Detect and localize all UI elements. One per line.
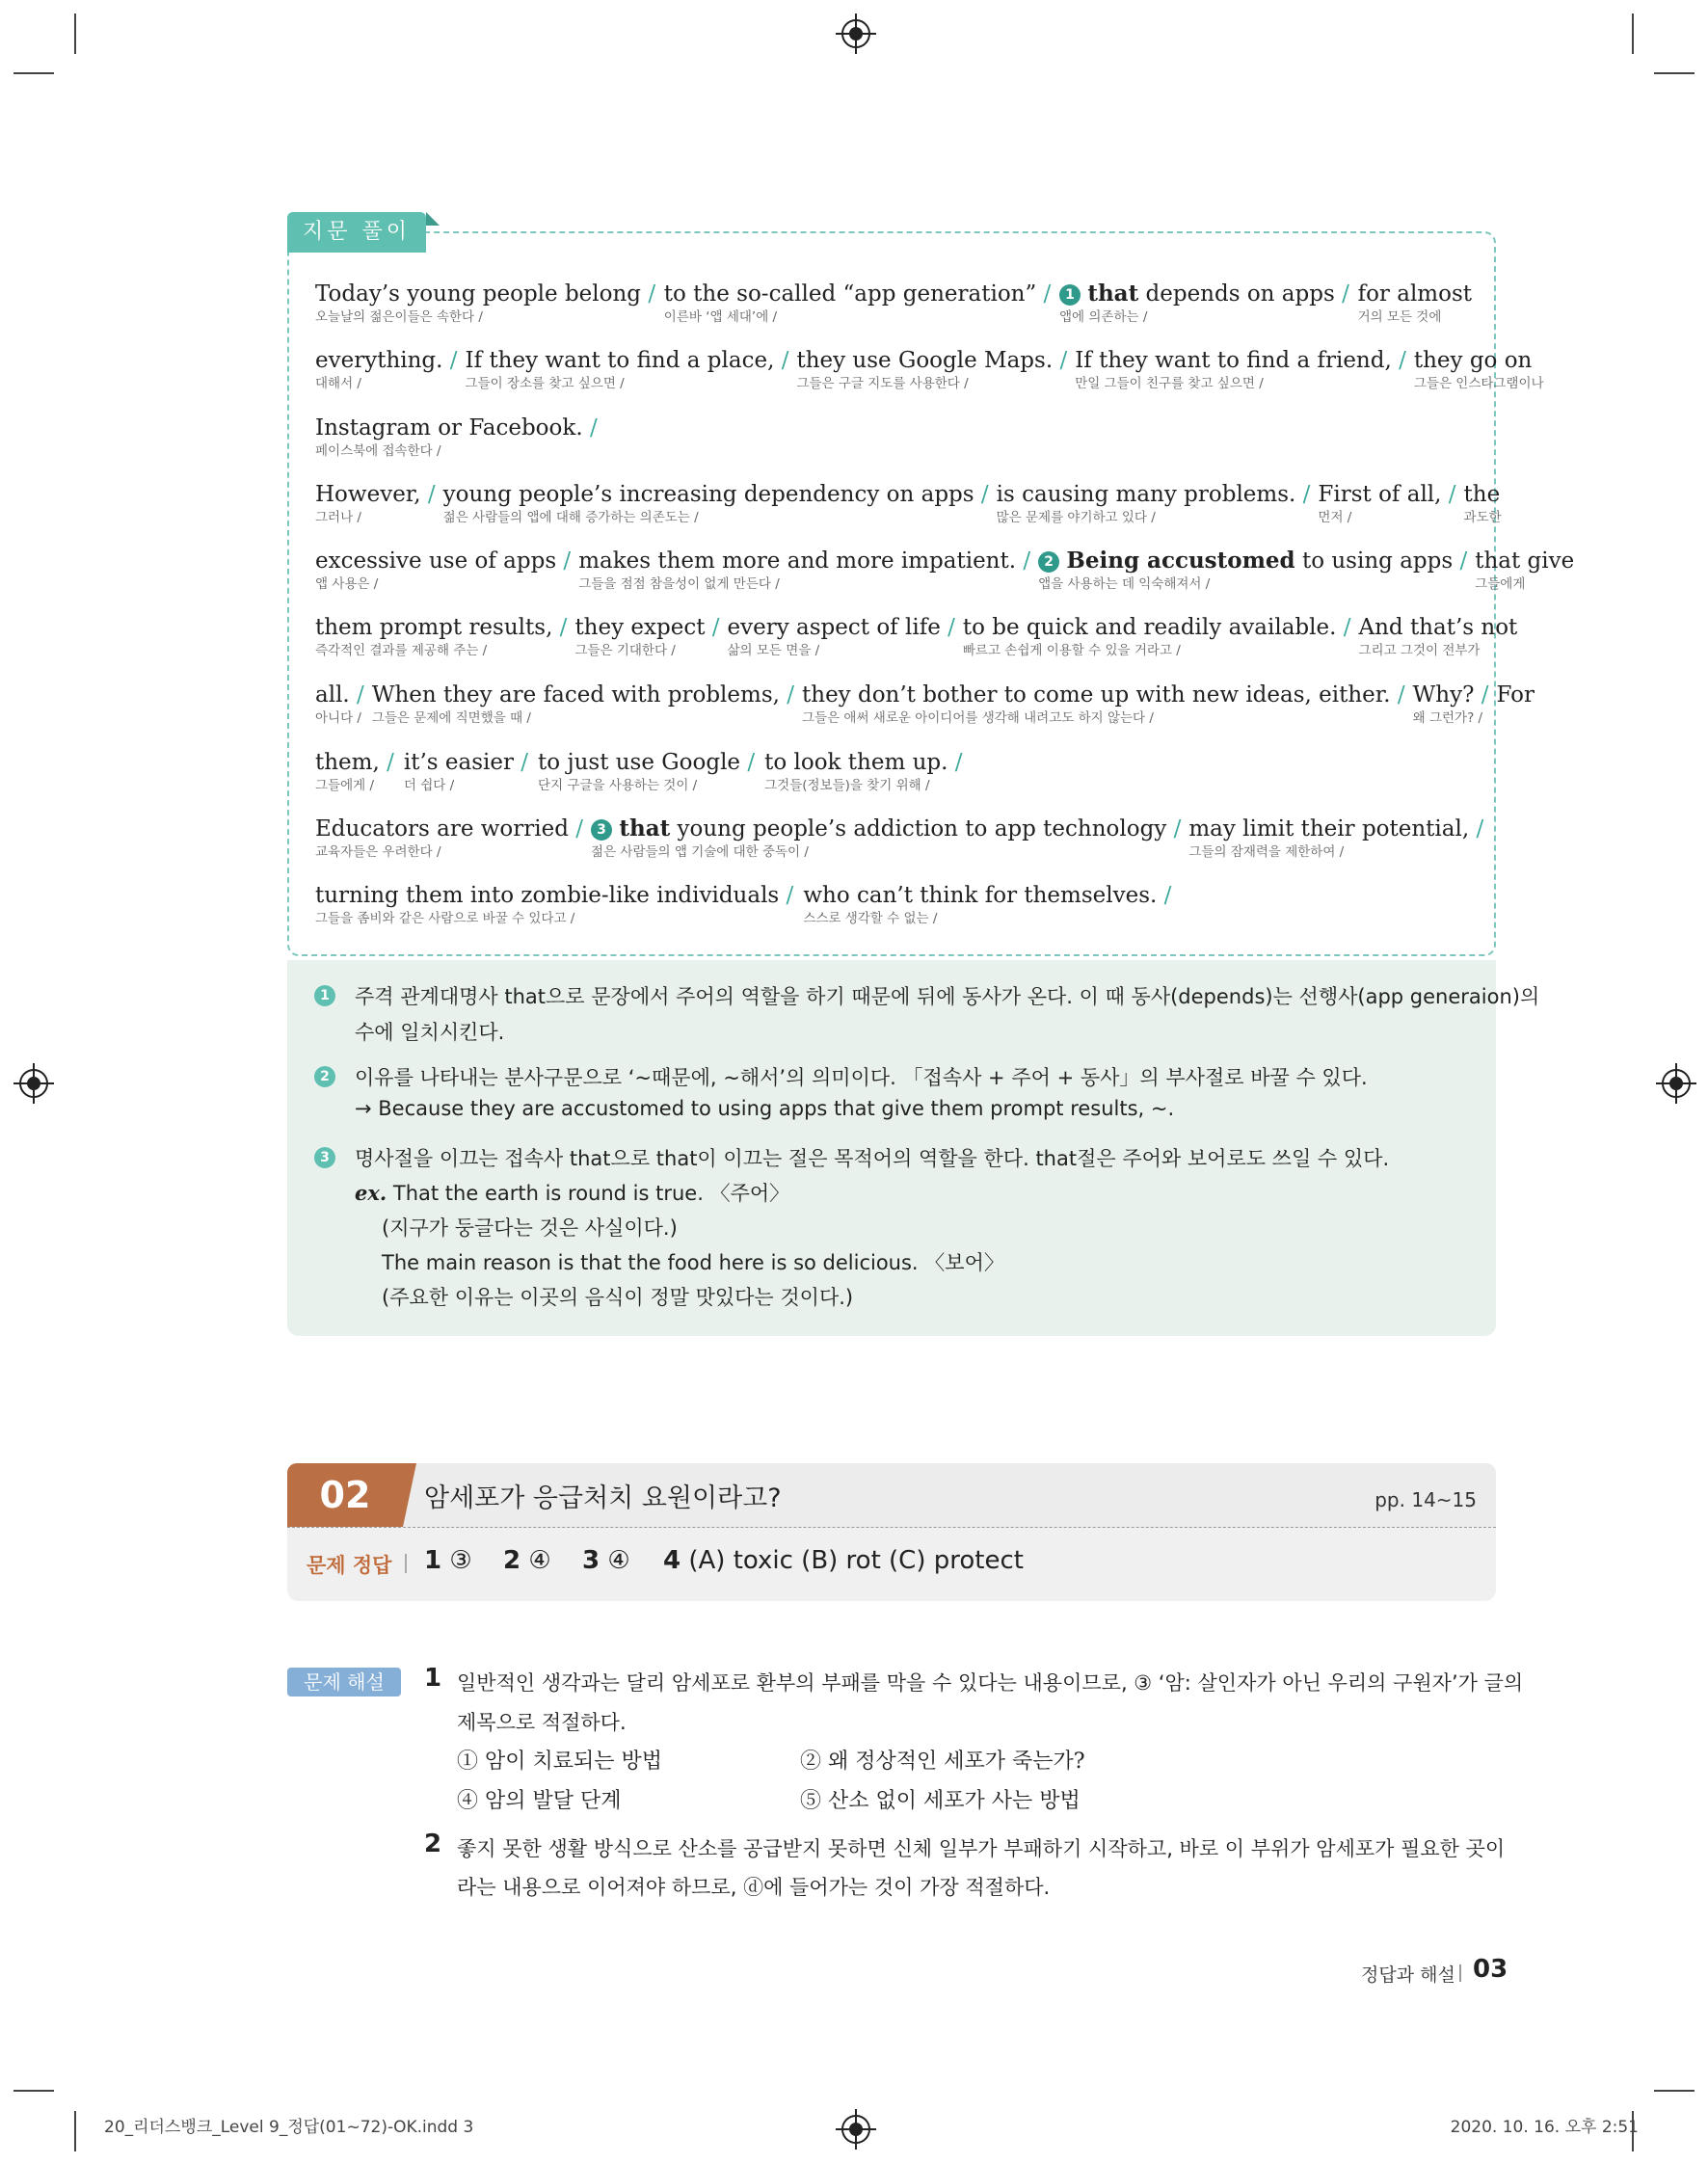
english-chunk: excessive use of apps / (315, 548, 572, 574)
note-text: 명사절을 이끄는 접속사 that으로 that이 이끄는 절은 목적어의 역할을 한다. that절은 주어와 보어로도 쓰일 수 있다. (355, 1147, 1390, 1170)
choice-item: ⑤ 산소 없이 세포가 사는 방법 (800, 1789, 1081, 1813)
explanation-text: 라는 내용으로 이어져야 하므로, ⓓ에 들어가는 것이 가장 적절하다. (457, 1876, 1051, 1899)
english-chunk: them prompt results, / (315, 615, 568, 640)
korean-gloss: 많은 문제를 야기하고 있다 / (996, 510, 1156, 525)
korean-gloss: 젊은 사람들의 앱 기술에 대한 중독이 / (591, 844, 809, 860)
english-chunk: Today’s young people belong / (315, 281, 656, 307)
english-chunk: all. / (315, 682, 364, 708)
passage-segment (1038, 547, 1467, 592)
answer-number: 2 (503, 1546, 521, 1575)
passage-segment (315, 748, 394, 793)
english-chunk: First of all, / (1318, 482, 1456, 507)
passage-segment (802, 681, 1405, 726)
crop-mark (13, 72, 54, 74)
example-text: (지구가 둥글다는 것은 사실이다.) (382, 1216, 678, 1240)
chunk-slash: / (1036, 281, 1052, 307)
chunk-slash: / (1016, 548, 1031, 574)
answer-label: 문제 정답 (307, 1554, 392, 1577)
note-number-icon: 2 (314, 1066, 335, 1087)
english-chunk: they expect / (574, 615, 720, 640)
example-text: (주요한 이유는 이곳의 음식이 정말 맛있다는 것이다.) (382, 1286, 854, 1309)
english-chunk: Why? / (1412, 682, 1489, 708)
passage-segment (1413, 681, 1489, 726)
chunk-slash: / (947, 750, 963, 775)
crop-mark (1654, 2090, 1695, 2092)
registration-mark-icon (19, 1069, 48, 1098)
passage-line (315, 681, 1535, 729)
passage-segment (1358, 613, 1517, 658)
answer-value: ④ (528, 1546, 551, 1575)
passage-segment (443, 480, 989, 525)
passage-segment (1496, 681, 1535, 710)
english-chunk: turning them into zombie-like individuals / (315, 883, 794, 908)
crop-mark (13, 2090, 54, 2092)
passage-segment (1464, 480, 1502, 525)
example-text: That the earth is round is true. 〈주어〉 (392, 1182, 790, 1205)
english-chunk: Educators are worried / (315, 816, 584, 842)
korean-gloss: 그러나 / (315, 510, 361, 525)
chunk-slash: / (1441, 482, 1456, 507)
english-chunk: If they want to find a place, / (465, 348, 789, 373)
korean-gloss: 아니다 / (315, 710, 361, 726)
note-marker-icon: 3 (591, 819, 612, 841)
passage-line (315, 748, 1472, 796)
answer-item (503, 1546, 551, 1575)
english-chunk: that give (1475, 548, 1575, 574)
chunk-slash: / (779, 883, 794, 908)
english-chunk: to look them up. / (764, 750, 963, 775)
english-chunk: 2 Being accustomed to using apps / (1038, 547, 1467, 575)
passage-line (315, 881, 1472, 929)
keyword: that (1087, 281, 1139, 307)
passage-segment (315, 613, 567, 658)
chunk-slash: / (568, 816, 584, 842)
english-chunk: And that’s not (1358, 615, 1518, 640)
chunk-slash: / (1336, 615, 1351, 640)
chunk-slash: / (1390, 682, 1405, 708)
passage-segment (1475, 547, 1574, 592)
korean-gloss: 그들을 점점 참을성이 없게 만든다 / (578, 576, 780, 592)
korean-gloss: 만일 그들이 친구를 찾고 싶으면 / (1075, 376, 1264, 391)
example-line (355, 1178, 789, 1207)
passage-line (315, 815, 1484, 863)
korean-gloss: 먼저 / (1318, 510, 1352, 525)
chunk-slash: / (420, 482, 436, 507)
passage-line (315, 414, 1472, 462)
english-chunk: who can’t think for themselves. / (803, 883, 1172, 908)
passage-segment (1358, 280, 1472, 325)
passage-line (315, 346, 1544, 394)
answer-value: ④ (607, 1546, 630, 1575)
crop-mark (74, 2111, 76, 2151)
page-number: 03 (1473, 1955, 1508, 1984)
explanation-text: 좋지 못한 생활 방식으로 산소를 공급받지 못하면 신체 일부가 부패하기 시작하고, 바로 이 부위가 암세포가 필요한 곳이 (457, 1837, 1506, 1860)
korean-gloss: 앱 사용은 / (315, 576, 379, 592)
note-number-icon: 3 (314, 1147, 335, 1168)
passage-segment (803, 881, 1171, 926)
english-chunk: they go on (1413, 348, 1533, 373)
keyword: that (619, 815, 671, 842)
chunk-slash: / (379, 750, 394, 775)
answer-item (663, 1546, 1024, 1575)
korean-gloss: 그것들(정보들)을 찾기 위해 / (764, 778, 930, 793)
passage-segment (796, 346, 1067, 391)
crop-mark (1654, 72, 1695, 74)
divider (405, 1554, 407, 1573)
english-chunk: them, / (315, 750, 394, 775)
korean-gloss: 페이스북에 접속한다 / (315, 443, 441, 459)
passage-tab: 지문 풀이 (287, 212, 426, 253)
korean-gloss: 그들은 애써 새로운 아이디어를 생각해 내려고도 하지 않는다 / (802, 710, 1154, 726)
registration-mark-icon (1662, 1069, 1691, 1098)
korean-gloss: 더 쉽다 / (403, 778, 455, 793)
note-number-icon: 1 (314, 985, 335, 1006)
answer-item (582, 1546, 630, 1575)
chunk-slash: / (1453, 548, 1468, 574)
passage-segment (1318, 480, 1455, 525)
passage-segment (315, 346, 458, 391)
english-chunk: they don’t bother to come up with new ideas, either. / (802, 682, 1405, 708)
korean-gloss: 앱에 의존하는 / (1059, 309, 1148, 325)
korean-gloss: 오늘날의 젊은이들은 속한다 / (315, 309, 483, 325)
print-timestamp: 2020. 10. 16. 오후 2:51 (1450, 2118, 1639, 2137)
note-text: 이유를 나타내는 분사구문으로 ‘~때문에, ~해서’의 의미이다. 「접속사 + 주어 + 동사」의 부사절로 바꿀 수 있다. (355, 1066, 1368, 1089)
chunk-slash: / (641, 281, 656, 307)
answer-item (424, 1546, 472, 1575)
choice-item: ④ 암의 발달 단계 (457, 1789, 622, 1813)
chunk-slash: / (1469, 816, 1484, 842)
korean-gloss: 빠르고 손쉽게 이용할 수 있을 거라고 / (962, 643, 1181, 658)
passage-segment (664, 280, 1052, 325)
korean-gloss: 거의 모든 것에 (1357, 309, 1442, 325)
korean-gloss: 그들을 좀비와 같은 사람으로 바꿀 수 있다고 / (315, 911, 575, 926)
korean-gloss: 대해서 / (315, 376, 361, 391)
passage-segment (315, 815, 583, 860)
chunk-slash: / (1053, 348, 1068, 373)
answer-number: 4 (663, 1546, 681, 1575)
chunk-slash: / (1391, 348, 1406, 373)
answer-number: 1 (424, 1546, 442, 1575)
example-text: The main reason is that the food here is so delicious. 〈보어〉 (382, 1251, 1004, 1274)
english-chunk: to the so-called “app generation” / (663, 281, 1052, 307)
example-mark: ex. (355, 1181, 387, 1205)
passage-segment (315, 280, 655, 325)
korean-gloss: 단지 구글을 사용하는 것이 / (538, 778, 698, 793)
keyword: Being accustomed (1066, 548, 1295, 574)
english-chunk: the (1463, 482, 1501, 507)
english-chunk: for almost (1357, 281, 1472, 307)
english-chunk: to be quick and readily available. / (962, 615, 1351, 640)
note-text: 수에 일치시킨다. (355, 1021, 505, 1044)
english-chunk: they use Google Maps. / (796, 348, 1068, 373)
file-slug: 20_리더스뱅크_Level 9_정답(01~72)-OK.indd 3 (104, 2118, 474, 2137)
english-chunk: everything. / (315, 348, 458, 373)
passage-line (315, 547, 1575, 595)
korean-gloss: 그리고 그것이 전부가 (1358, 643, 1481, 658)
korean-gloss: 스스로 생각할 수 없는 / (803, 911, 938, 926)
answer-value: ③ (449, 1546, 472, 1575)
passage-segment (315, 681, 364, 726)
passage-segment (1075, 346, 1406, 391)
chunk-slash: / (974, 482, 989, 507)
explanation-text: 일반적인 생각과는 달리 암세포로 환부의 부패를 막을 수 있다는 내용이므로, ③ ‘암: 살인자가 아닌 우리의 구원자’가 글의 (457, 1671, 1524, 1695)
chunk-slash: / (740, 750, 756, 775)
chunk-slash: / (774, 348, 789, 373)
divider (1459, 1964, 1461, 1982)
passage-segment (372, 681, 794, 726)
chunk-slash: / (1166, 816, 1182, 842)
english-chunk: makes them more and more impatient. / (578, 548, 1031, 574)
korean-gloss: 이른바 ‘앱 세대’에 / (663, 309, 778, 325)
choice-item: ① 암이 치료되는 방법 (457, 1750, 662, 1774)
registration-mark-icon (841, 2115, 870, 2144)
chunk-slash: / (349, 682, 364, 708)
english-chunk: young people’s increasing dependency on apps / (442, 482, 989, 507)
registration-mark-icon (841, 19, 870, 48)
passage-segment (1188, 815, 1483, 860)
note-marker-icon: 2 (1038, 551, 1059, 573)
chunk-slash: / (1334, 281, 1349, 307)
korean-gloss: 그들은 구글 지도를 사용한다 / (796, 376, 969, 391)
chunk-slash: / (940, 615, 955, 640)
explanation-badge: 문제 해설 (287, 1668, 401, 1696)
korean-gloss: 그들이 장소를 찾고 싶으면 / (465, 376, 625, 391)
note-text: 주격 관계대명사 that으로 문장에서 주어의 역할을 하기 때문에 뒤에 동사가 온다. 이 때 동사(depends)는 선행사(app generaion)의 (355, 985, 1540, 1008)
chunk-slash: / (556, 548, 572, 574)
passage-segment (466, 346, 789, 391)
korean-gloss: 과도한 (1463, 510, 1502, 525)
english-chunk: When they are faced with problems, / (371, 682, 795, 708)
chunk-slash: / (442, 348, 458, 373)
passage-segment (728, 613, 955, 658)
passage-segment (1059, 280, 1349, 325)
section-title: 암세포가 응급처치 요원이라고? (424, 1483, 782, 1513)
korean-gloss: 젊은 사람들의 앱에 대해 증가하는 의존도는 / (442, 510, 699, 525)
passage-segment (574, 613, 719, 658)
passage-segment (315, 547, 571, 592)
chunk-slash: / (705, 615, 720, 640)
passage-segment (764, 748, 962, 793)
passage-segment (591, 815, 1181, 860)
passage-segment (963, 613, 1351, 658)
english-chunk: Instagram or Facebook. / (315, 415, 598, 441)
korean-gloss: 그들에게 / (315, 778, 375, 793)
footer-label: 정답과 해설 (1361, 1964, 1455, 1986)
choice-item: ② 왜 정상적인 세포가 죽는가? (800, 1750, 1085, 1774)
chunk-slash: / (1157, 883, 1172, 908)
korean-gloss: 즉각적인 결과를 제공해 주는 / (315, 643, 488, 658)
english-chunk: it’s easier / (403, 750, 529, 775)
note-text: → Because they are accustomed to using apps that give them prompt results, ~. (355, 1097, 1175, 1120)
passage-line (315, 280, 1472, 328)
explanation-text: 제목으로 적절하다. (457, 1711, 627, 1734)
korean-gloss: 왜 그런가? / (1412, 710, 1483, 726)
answer-value: (A) toxic (B) rot (C) protect (688, 1546, 1024, 1575)
korean-gloss: 삶의 모든 면을 / (727, 643, 820, 658)
passage-segment (997, 480, 1311, 525)
english-chunk: may limit their potential, / (1188, 816, 1484, 842)
english-chunk: every aspect of life / (727, 615, 955, 640)
chunk-slash: / (513, 750, 529, 775)
chunk-slash: / (1295, 482, 1311, 507)
note-marker-icon: 1 (1059, 284, 1081, 306)
korean-gloss: 앱을 사용하는 데 익숙해져서 / (1038, 576, 1211, 592)
passage-segment (404, 748, 528, 793)
explanation-number: 2 (424, 1830, 442, 1858)
section-number: 02 (287, 1463, 403, 1527)
english-chunk: For (1496, 682, 1535, 708)
crop-mark (1632, 13, 1634, 54)
english-chunk: However, / (315, 482, 436, 507)
english-chunk: If they want to find a friend, / (1075, 348, 1406, 373)
korean-gloss: 그들은 기대한다 / (574, 643, 676, 658)
english-chunk: 3 that young people’s addiction to app technology / (591, 815, 1181, 843)
english-chunk: to just use Google / (538, 750, 756, 775)
chunk-slash: / (1474, 682, 1489, 708)
passage-segment (578, 547, 1030, 592)
passage-segment (315, 881, 793, 926)
passage-line (315, 480, 1502, 528)
crop-mark (74, 13, 76, 54)
chunk-slash: / (582, 415, 598, 441)
section-pages: pp. 14~15 (1374, 1488, 1477, 1511)
passage-segment (315, 414, 598, 459)
korean-gloss: 그들의 잠재력을 제한하여 / (1188, 844, 1345, 860)
chunk-slash: / (552, 615, 568, 640)
answer-number: 3 (582, 1546, 600, 1575)
korean-gloss: 그들은 인스타그램이나 (1413, 376, 1544, 391)
chunk-slash: / (779, 682, 795, 708)
english-chunk: is causing many problems. / (996, 482, 1311, 507)
korean-gloss: 그들은 문제에 직면했을 때 / (371, 710, 531, 726)
passage-line (315, 613, 1518, 661)
korean-gloss: 교육자들은 우려한다 / (315, 844, 441, 860)
passage-segment (315, 480, 436, 525)
passage-segment (538, 748, 755, 793)
passage-segment (1414, 346, 1544, 391)
korean-gloss: 그들에게 (1475, 576, 1526, 592)
explanation-number: 1 (424, 1664, 442, 1693)
english-chunk: 1 that depends on apps / (1059, 280, 1349, 308)
